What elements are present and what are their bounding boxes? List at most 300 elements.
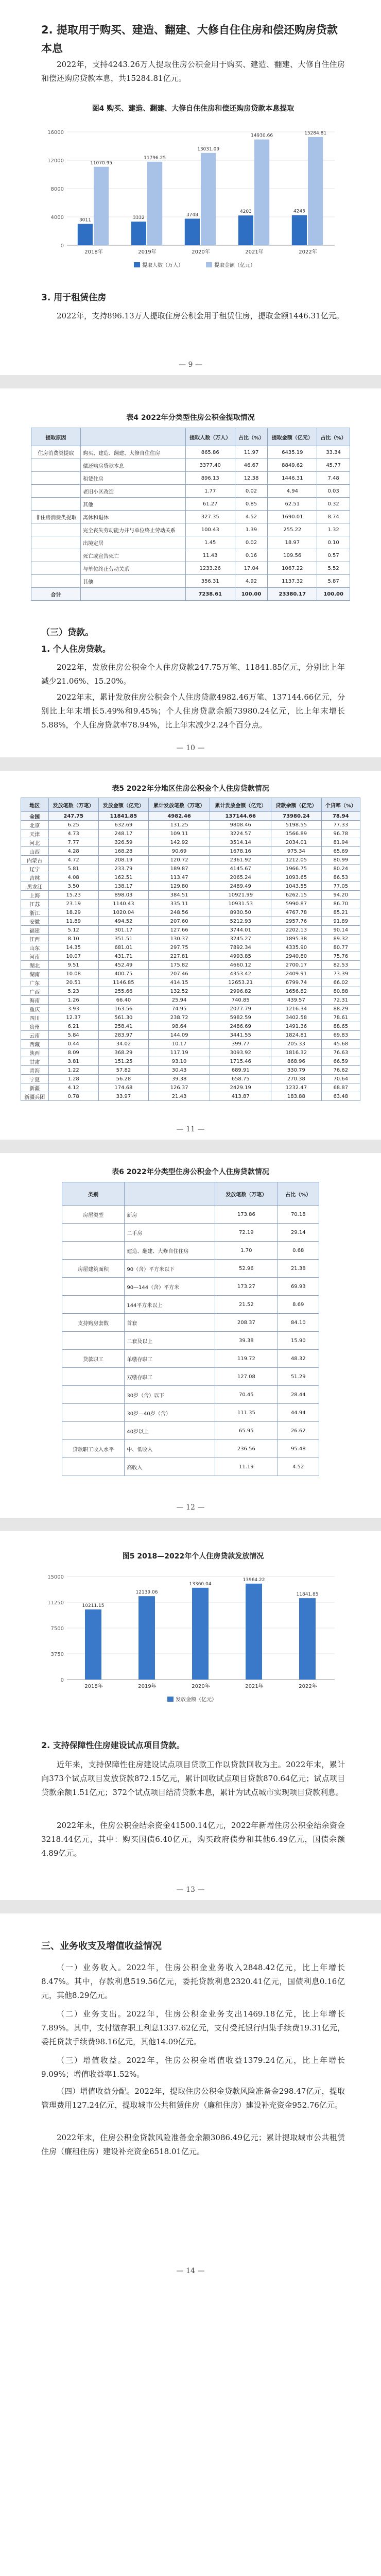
data-label: 11796.25 xyxy=(144,155,166,161)
x-tick-label: 2020年 xyxy=(192,1684,210,1689)
table-cell: 贷款职工收入水平 xyxy=(62,1440,125,1458)
bar xyxy=(85,1609,101,1680)
table-row xyxy=(31,485,350,498)
table-cell: 85.21 xyxy=(321,908,360,917)
table-cell: 0.44 xyxy=(48,1040,98,1048)
table-cell: 1656.82 xyxy=(271,987,321,996)
table-cell: 46.67 xyxy=(235,459,268,472)
data-label: 11841.85 xyxy=(296,1592,319,1598)
table-cell: 2202.13 xyxy=(271,926,321,935)
table-cell: 0.10 xyxy=(317,536,350,549)
table-cell: 其他 xyxy=(80,575,185,588)
table-row xyxy=(21,1092,360,1101)
table-row xyxy=(21,926,360,935)
table-cell: 1140.43 xyxy=(98,900,148,908)
table-row xyxy=(21,1083,360,1092)
table-cell: 1.77 xyxy=(185,485,235,498)
table-cell xyxy=(62,1296,125,1314)
table-cell: 5.81 xyxy=(48,865,98,873)
page-separator xyxy=(0,757,381,771)
table-row xyxy=(21,882,360,891)
table-cell: 1446.31 xyxy=(268,472,317,485)
table-cell: 88.65 xyxy=(321,1022,360,1031)
table-cell: 6.25 xyxy=(48,821,98,829)
table-cell: 5212.93 xyxy=(210,917,271,926)
table-cell: 90—144（含）平方米 xyxy=(125,1278,215,1296)
data-label: 4243 xyxy=(293,209,305,214)
table-cell: 740.85 xyxy=(210,996,271,1005)
table-header-row xyxy=(62,1182,319,1206)
table-cell: 326.59 xyxy=(98,838,148,847)
table-cell: 30岁（含）以下 xyxy=(125,1386,215,1404)
table-cell: 173.86 xyxy=(215,1206,278,1224)
table-cell xyxy=(62,1242,125,1260)
table-cell: 二套及以上 xyxy=(125,1332,215,1350)
table-cell: 8.74 xyxy=(317,511,350,523)
table-cell: 与单位终止劳动关系 xyxy=(80,562,185,575)
table-cell: 0.16 xyxy=(235,549,268,562)
table-cell xyxy=(62,1422,125,1440)
table-row xyxy=(31,575,350,588)
table-cell: 老旧小区改造 xyxy=(80,485,185,498)
table-cell: 8.10 xyxy=(48,935,98,943)
page-number-11: — 11 — xyxy=(176,1125,205,1133)
x-tick-label: 2022年 xyxy=(299,1684,317,1689)
page-number-14: — 14 — xyxy=(176,2267,205,2275)
table-cell: 8.69 xyxy=(278,1296,319,1314)
table-cell: 21.52 xyxy=(215,1296,278,1314)
table-cell: 561.30 xyxy=(98,1013,148,1022)
table-cell: 413.87 xyxy=(210,1092,271,1101)
table-cell: 138.17 xyxy=(98,882,148,891)
table-cell: 1895.38 xyxy=(271,935,321,943)
section-heading-pilot-loans: 2. 支持保障性住房建设试点项目贷款。 xyxy=(41,1740,185,1750)
table-cell: 127.08 xyxy=(215,1368,278,1386)
table-cell xyxy=(62,1332,125,1350)
x-tick-label: 2022年 xyxy=(299,249,317,255)
table-row xyxy=(21,873,360,882)
table-cell: 439.57 xyxy=(271,996,321,1005)
table-cell: 18.97 xyxy=(268,536,317,549)
table-cell: 吉林 xyxy=(21,873,49,882)
table-cell: 3402.58 xyxy=(271,1013,321,1022)
table-cell: 207.46 xyxy=(149,970,210,978)
table-cell: 1678.16 xyxy=(210,847,271,856)
table-cell xyxy=(62,1458,125,1476)
table-cell: 255.66 xyxy=(98,987,148,996)
table-cell: 431.71 xyxy=(98,952,148,961)
table-cell: 1232.47 xyxy=(271,1083,321,1092)
table-cell: 28.44 xyxy=(278,1386,319,1404)
table-cell: 青海 xyxy=(21,1066,49,1075)
page-number-12: — 12 — xyxy=(176,1503,205,1512)
table-header-cell: 提取人数（万人） xyxy=(185,428,235,446)
table-cell: 中、低收入 xyxy=(125,1440,215,1458)
bar xyxy=(246,1584,262,1680)
table-row xyxy=(21,829,360,838)
table-cell: 5.87 xyxy=(317,575,350,588)
data-label: 13360.04 xyxy=(189,1581,212,1587)
table-cell: 1020.04 xyxy=(98,908,148,917)
table-cell: 3224.57 xyxy=(210,829,271,838)
table-row xyxy=(21,917,360,926)
paragraph-income: （一）业务收入。2022年，住房公积金业务收入2848.42亿元，比上年增长8.47%。其中，存款利息519.56亿元，委托贷款利息2320.41亿元，国债利息0.16亿元，其他8.29亿元。 xyxy=(41,1963,345,2000)
table-cell: 96.78 xyxy=(321,829,360,838)
table-row xyxy=(21,1022,360,1031)
table-header-cell: 地区 xyxy=(21,798,49,812)
table-cell xyxy=(31,536,81,549)
table-cell: 15.23 xyxy=(48,891,98,900)
page-separator xyxy=(0,375,381,388)
table-cell: 1715.46 xyxy=(210,1057,271,1066)
table-cell: 400.75 xyxy=(98,970,148,978)
table-cell xyxy=(31,472,81,485)
table-cell: 4.12 xyxy=(48,1083,98,1092)
table-cell: 30岁—40岁（含） xyxy=(125,1404,215,1422)
table-cell: 45.68 xyxy=(321,1040,360,1048)
table-cell: 支持购房套数 xyxy=(62,1314,125,1332)
table-row xyxy=(31,549,350,562)
table-cell: 127.66 xyxy=(149,926,210,935)
table-cell: 255.22 xyxy=(268,523,317,536)
table-cell: 贷款职工 xyxy=(62,1350,125,1368)
table-cell: 23.19 xyxy=(48,900,98,908)
table4-caption: 表4 2022年分类型住房公积金提取情况 xyxy=(126,414,255,422)
table-cell: 39.38 xyxy=(215,1332,278,1350)
table-cell: 90（含）平方米以下 xyxy=(125,1260,215,1278)
section-heading-income: 三、业务收支及增值收益情况 xyxy=(41,1941,162,1952)
table-cell: 90.14 xyxy=(321,926,360,935)
y-tick-label: 8000 xyxy=(50,187,64,192)
data-label: 3011 xyxy=(79,217,91,223)
table-cell: 137144.66 xyxy=(210,812,271,821)
table-cell: 11.89 xyxy=(48,917,98,926)
table-cell: 77.05 xyxy=(321,882,360,891)
table-cell: 河北 xyxy=(21,838,49,847)
table-cell xyxy=(62,1368,125,1386)
table-cell: 151.25 xyxy=(98,1057,148,1066)
table-cell: 0.85 xyxy=(235,498,268,511)
y-tick-label: 4000 xyxy=(50,215,64,221)
table-row xyxy=(62,1224,319,1242)
table-cell: 西藏 xyxy=(21,1040,49,1048)
table-row xyxy=(62,1440,319,1458)
table-row xyxy=(21,1075,360,1083)
table-header-cell: 累计发放笔数（万笔） xyxy=(149,798,210,812)
table-cell: 上海 xyxy=(21,891,49,900)
table-cell: 247.75 xyxy=(48,812,98,821)
table-cell: 3.81 xyxy=(48,1057,98,1066)
x-tick-label: 2018年 xyxy=(84,1684,103,1689)
bar xyxy=(292,215,307,245)
table-cell: 14.35 xyxy=(48,943,98,952)
table-cell xyxy=(62,1224,125,1242)
table-cell: 1966.75 xyxy=(271,865,321,873)
table-cell: 117.19 xyxy=(149,1048,210,1057)
table-row xyxy=(31,523,350,536)
table-cell: 689.91 xyxy=(210,1066,271,1075)
table-cell: 126.37 xyxy=(149,1083,210,1092)
table-cell: 183.88 xyxy=(271,1092,321,1101)
table-row xyxy=(62,1260,319,1278)
table-cell: 33.97 xyxy=(98,1092,148,1101)
table-cell: 1233.26 xyxy=(185,562,235,575)
table-cell: 7892.34 xyxy=(210,943,271,952)
table-cell: 248.17 xyxy=(98,829,148,838)
table-cell: 283.97 xyxy=(98,1031,148,1040)
table-cell: 死亡或宣告死亡 xyxy=(80,549,185,562)
table-header-cell: 提取原因 xyxy=(31,428,81,446)
figure4-chart xyxy=(41,122,345,276)
table-row xyxy=(62,1242,319,1260)
table-cell: 4.94 xyxy=(268,485,317,498)
table-header-cell: 占比（%） xyxy=(235,428,268,446)
table-cell: 68.87 xyxy=(321,1083,360,1092)
table-cell: 3245.27 xyxy=(210,935,271,943)
bar xyxy=(94,167,109,245)
table-cell: 1.39 xyxy=(235,523,268,536)
table-row xyxy=(31,511,350,523)
table-cell: 129.80 xyxy=(149,882,210,891)
table-cell: 356.31 xyxy=(185,575,235,588)
table-cell: 66.02 xyxy=(321,978,360,987)
table-header-cell xyxy=(125,1182,215,1206)
table-cell: 70.64 xyxy=(321,1075,360,1083)
table-cell: 162.51 xyxy=(98,873,148,882)
table-cell: 12.37 xyxy=(48,1013,98,1022)
table-cell: 66.59 xyxy=(321,1057,360,1066)
table-cell: 2996.82 xyxy=(210,987,271,996)
table-cell: 4.28 xyxy=(48,847,98,856)
table-cell: 2065.24 xyxy=(210,873,271,882)
table-cell: 2957.76 xyxy=(271,917,321,926)
y-tick-label: 0 xyxy=(60,1677,64,1683)
table-cell: 8849.62 xyxy=(268,459,317,472)
table-cell: 100.00 xyxy=(235,588,268,601)
table-cell: 购买、建造、翻建、大修自住住房 xyxy=(80,446,185,459)
figure5-svg xyxy=(41,1566,345,1710)
paragraph-reserve: 2022年末，住房公积金贷款风险准备金余额3086.49亿元；累计提取城市公共租赁住房（廉租住房）建设补充资金6518.01亿元。 xyxy=(41,2133,345,2156)
table-row xyxy=(21,961,360,970)
table-cell: 7.48 xyxy=(317,472,350,485)
table-row xyxy=(62,1332,319,1350)
table5 xyxy=(21,798,360,1101)
paragraph-rent: 2022年，支持896.13万人提取住房公积金用于租赁住房，提取金额1446.31亿元。 xyxy=(57,311,344,320)
table-row xyxy=(21,1048,360,1057)
table-cell: 2486.69 xyxy=(210,1022,271,1031)
table-cell: 111.35 xyxy=(215,1404,278,1422)
legend-label: 发放金额（亿元） xyxy=(176,1697,217,1703)
table-cell: 66.40 xyxy=(98,996,148,1005)
table-cell: 0.78 xyxy=(48,1092,98,1101)
table-header-cell: 类别 xyxy=(62,1182,125,1206)
table-cell: 11841.85 xyxy=(98,812,148,821)
table-cell: 江苏 xyxy=(21,900,49,908)
data-label: 13031.09 xyxy=(197,146,220,152)
table-cell: 单缴存职工 xyxy=(125,1350,215,1368)
table-cell: 95.48 xyxy=(278,1440,319,1458)
table-header-cell xyxy=(80,428,185,446)
table-cell: 全国 xyxy=(21,812,49,821)
table-cell: 1824.81 xyxy=(271,1031,321,1040)
table-cell: 975.34 xyxy=(271,847,321,856)
table-cell: 131.25 xyxy=(149,821,210,829)
table-cell: 3514.14 xyxy=(210,838,271,847)
table-row xyxy=(21,821,360,829)
x-tick-label: 2018年 xyxy=(84,249,103,255)
table-cell: 6799.74 xyxy=(271,978,321,987)
table-cell: 65.69 xyxy=(321,847,360,856)
table-cell xyxy=(31,498,81,511)
table-cell: 174.68 xyxy=(98,1083,148,1092)
table-cell: 868.96 xyxy=(271,1057,321,1066)
section-heading-loans: （三）贷款。 xyxy=(41,628,94,638)
table-cell: 1.26 xyxy=(48,996,98,1005)
table-header-cell: 发放金额（亿元） xyxy=(98,798,148,812)
table-cell: 建造、翻建、大修自住住房 xyxy=(125,1242,215,1260)
bar xyxy=(185,218,200,245)
table-row xyxy=(31,588,350,601)
table-cell: 39.38 xyxy=(149,1075,210,1083)
table-cell: 90.69 xyxy=(149,847,210,856)
data-label: 10211.15 xyxy=(82,1603,105,1608)
table-cell: 233.79 xyxy=(98,865,148,873)
table-cell: 70.45 xyxy=(215,1386,278,1404)
table-cell: 113.47 xyxy=(149,873,210,882)
table-cell: 6.21 xyxy=(48,1022,98,1031)
table-cell: 205.33 xyxy=(271,1040,321,1048)
table-cell: 56.28 xyxy=(98,1075,148,1083)
table-cell: 1.45 xyxy=(185,536,235,549)
table-cell xyxy=(31,485,81,498)
bar xyxy=(78,224,93,245)
table-cell: 45.77 xyxy=(317,459,350,472)
paragraph-housing-withdrawal: 2022年，支持4243.26万人提取住房公积金用于购买、建造、翻建、大修自住住房和偿还购房贷款本息，共15284.81亿元。 xyxy=(41,60,345,83)
table-cell: 61.27 xyxy=(185,498,235,511)
table-cell: 78.94 xyxy=(321,812,360,821)
table-cell: 80.77 xyxy=(321,943,360,952)
table-header-row xyxy=(21,798,360,812)
table-cell: 632.69 xyxy=(98,821,148,829)
legend-label: 提取金额（亿元） xyxy=(214,263,255,268)
data-label: 15284.81 xyxy=(304,130,327,136)
figure4-svg xyxy=(41,122,345,276)
table-header-cell: 占比（%） xyxy=(317,428,350,446)
table-cell: 湖南 xyxy=(21,970,49,978)
bar xyxy=(201,153,216,245)
table-cell: 7.77 xyxy=(48,838,98,847)
table-cell: 84.10 xyxy=(278,1314,319,1332)
table-cell: 1137.32 xyxy=(268,575,317,588)
table-cell: 0.03 xyxy=(317,485,350,498)
table-cell: 93.10 xyxy=(149,1057,210,1066)
table-cell: 335.11 xyxy=(149,900,210,908)
table-cell: 甘肃 xyxy=(21,1057,49,1066)
table-cell: 4.52 xyxy=(278,1458,319,1476)
table-cell: 4660.12 xyxy=(210,961,271,970)
paragraph-distribution: （四）增值收益分配。2022年，提取住房公积金贷款风险准备金298.47亿元，提取管理费用127.24亿元，提取城市公共租赁住房（廉租住房）建设补充资金952.76亿元。 xyxy=(41,2087,345,2110)
table-row xyxy=(21,856,360,865)
table-cell: 20.51 xyxy=(48,978,98,987)
table-cell: 其他 xyxy=(80,498,185,511)
table-cell: 236.56 xyxy=(215,1440,278,1458)
table-cell: 72.19 xyxy=(215,1224,278,1242)
table-header-cell: 贷款余额（亿元） xyxy=(271,798,321,812)
table-cell: 完全丧失劳动能力并与单位终止劳动关系 xyxy=(80,523,185,536)
table-cell: 2409.91 xyxy=(271,970,321,978)
table-cell: 21.38 xyxy=(278,1260,319,1278)
table-row xyxy=(62,1368,319,1386)
table-cell: 368.29 xyxy=(98,1048,148,1057)
table-cell: 330.79 xyxy=(271,1066,321,1075)
table-cell: 301.17 xyxy=(98,926,148,935)
page-separator xyxy=(0,1518,381,1531)
figure5-chart xyxy=(41,1566,345,1710)
table-cell: 681.01 xyxy=(98,943,148,952)
table-cell: 1.32 xyxy=(317,523,350,536)
table-cell: 327.35 xyxy=(185,511,235,523)
paragraph-value-added: （三）增值收益。2022年，住房公积金增值收益1379.24亿元，比上年增长9.09%；增值收益率1.52%。 xyxy=(41,2056,345,2079)
bar xyxy=(299,1598,316,1680)
figure5-caption: 图5 2018—2022年个人住房贷款发放情况 xyxy=(122,1552,264,1561)
table-cell: 1491.36 xyxy=(271,1022,321,1031)
table-cell: 海南 xyxy=(21,996,49,1005)
table-row xyxy=(21,838,360,847)
table-cell xyxy=(31,523,81,536)
table-cell: 33.34 xyxy=(317,446,350,459)
table-cell: 0.32 xyxy=(317,498,350,511)
table-cell: 江西 xyxy=(21,935,49,943)
table-cell: 73980.24 xyxy=(271,812,321,821)
table-cell: 新房 xyxy=(125,1206,215,1224)
table-cell xyxy=(31,575,81,588)
table-cell: 4.73 xyxy=(48,829,98,838)
data-label: 4203 xyxy=(239,209,252,215)
table-cell xyxy=(62,1386,125,1404)
table-row xyxy=(62,1458,319,1476)
table-cell: 76.63 xyxy=(321,1048,360,1057)
table-cell: 10.07 xyxy=(48,952,98,961)
table-cell xyxy=(31,549,81,562)
table-cell: 广东 xyxy=(21,978,49,987)
table-header-cell: 发放笔数（万笔） xyxy=(215,1182,278,1206)
table-row xyxy=(21,952,360,961)
table-cell: 248.56 xyxy=(149,908,210,917)
table-cell: 144平方米以上 xyxy=(125,1296,215,1314)
table-cell: 4.92 xyxy=(235,575,268,588)
table-cell: 3.93 xyxy=(48,1005,98,1013)
table-cell: 414.15 xyxy=(149,978,210,987)
section-heading-rent: 3. 用于租赁住房 xyxy=(41,293,107,303)
table-cell: 4145.67 xyxy=(210,865,271,873)
page-number-9: — 9 — xyxy=(179,361,202,369)
table-cell: 351.51 xyxy=(98,935,148,943)
table-cell: 62.51 xyxy=(268,498,317,511)
y-tick-label: 7500 xyxy=(50,1626,64,1632)
table-cell: 258.41 xyxy=(98,1022,148,1031)
table-row xyxy=(21,1031,360,1040)
x-tick-label: 2021年 xyxy=(245,249,264,255)
table-cell: 非住房消费类提取 xyxy=(31,511,81,523)
table-cell: 168.28 xyxy=(98,847,148,856)
table-cell: 1.28 xyxy=(48,1075,98,1083)
bar xyxy=(131,222,146,245)
table-cell: 23380.17 xyxy=(268,588,317,601)
legend-swatch xyxy=(206,262,212,267)
table-row xyxy=(31,446,350,459)
table-header-cell: 发放笔数（万笔） xyxy=(48,798,98,812)
y-tick-label: 0 xyxy=(60,243,64,249)
